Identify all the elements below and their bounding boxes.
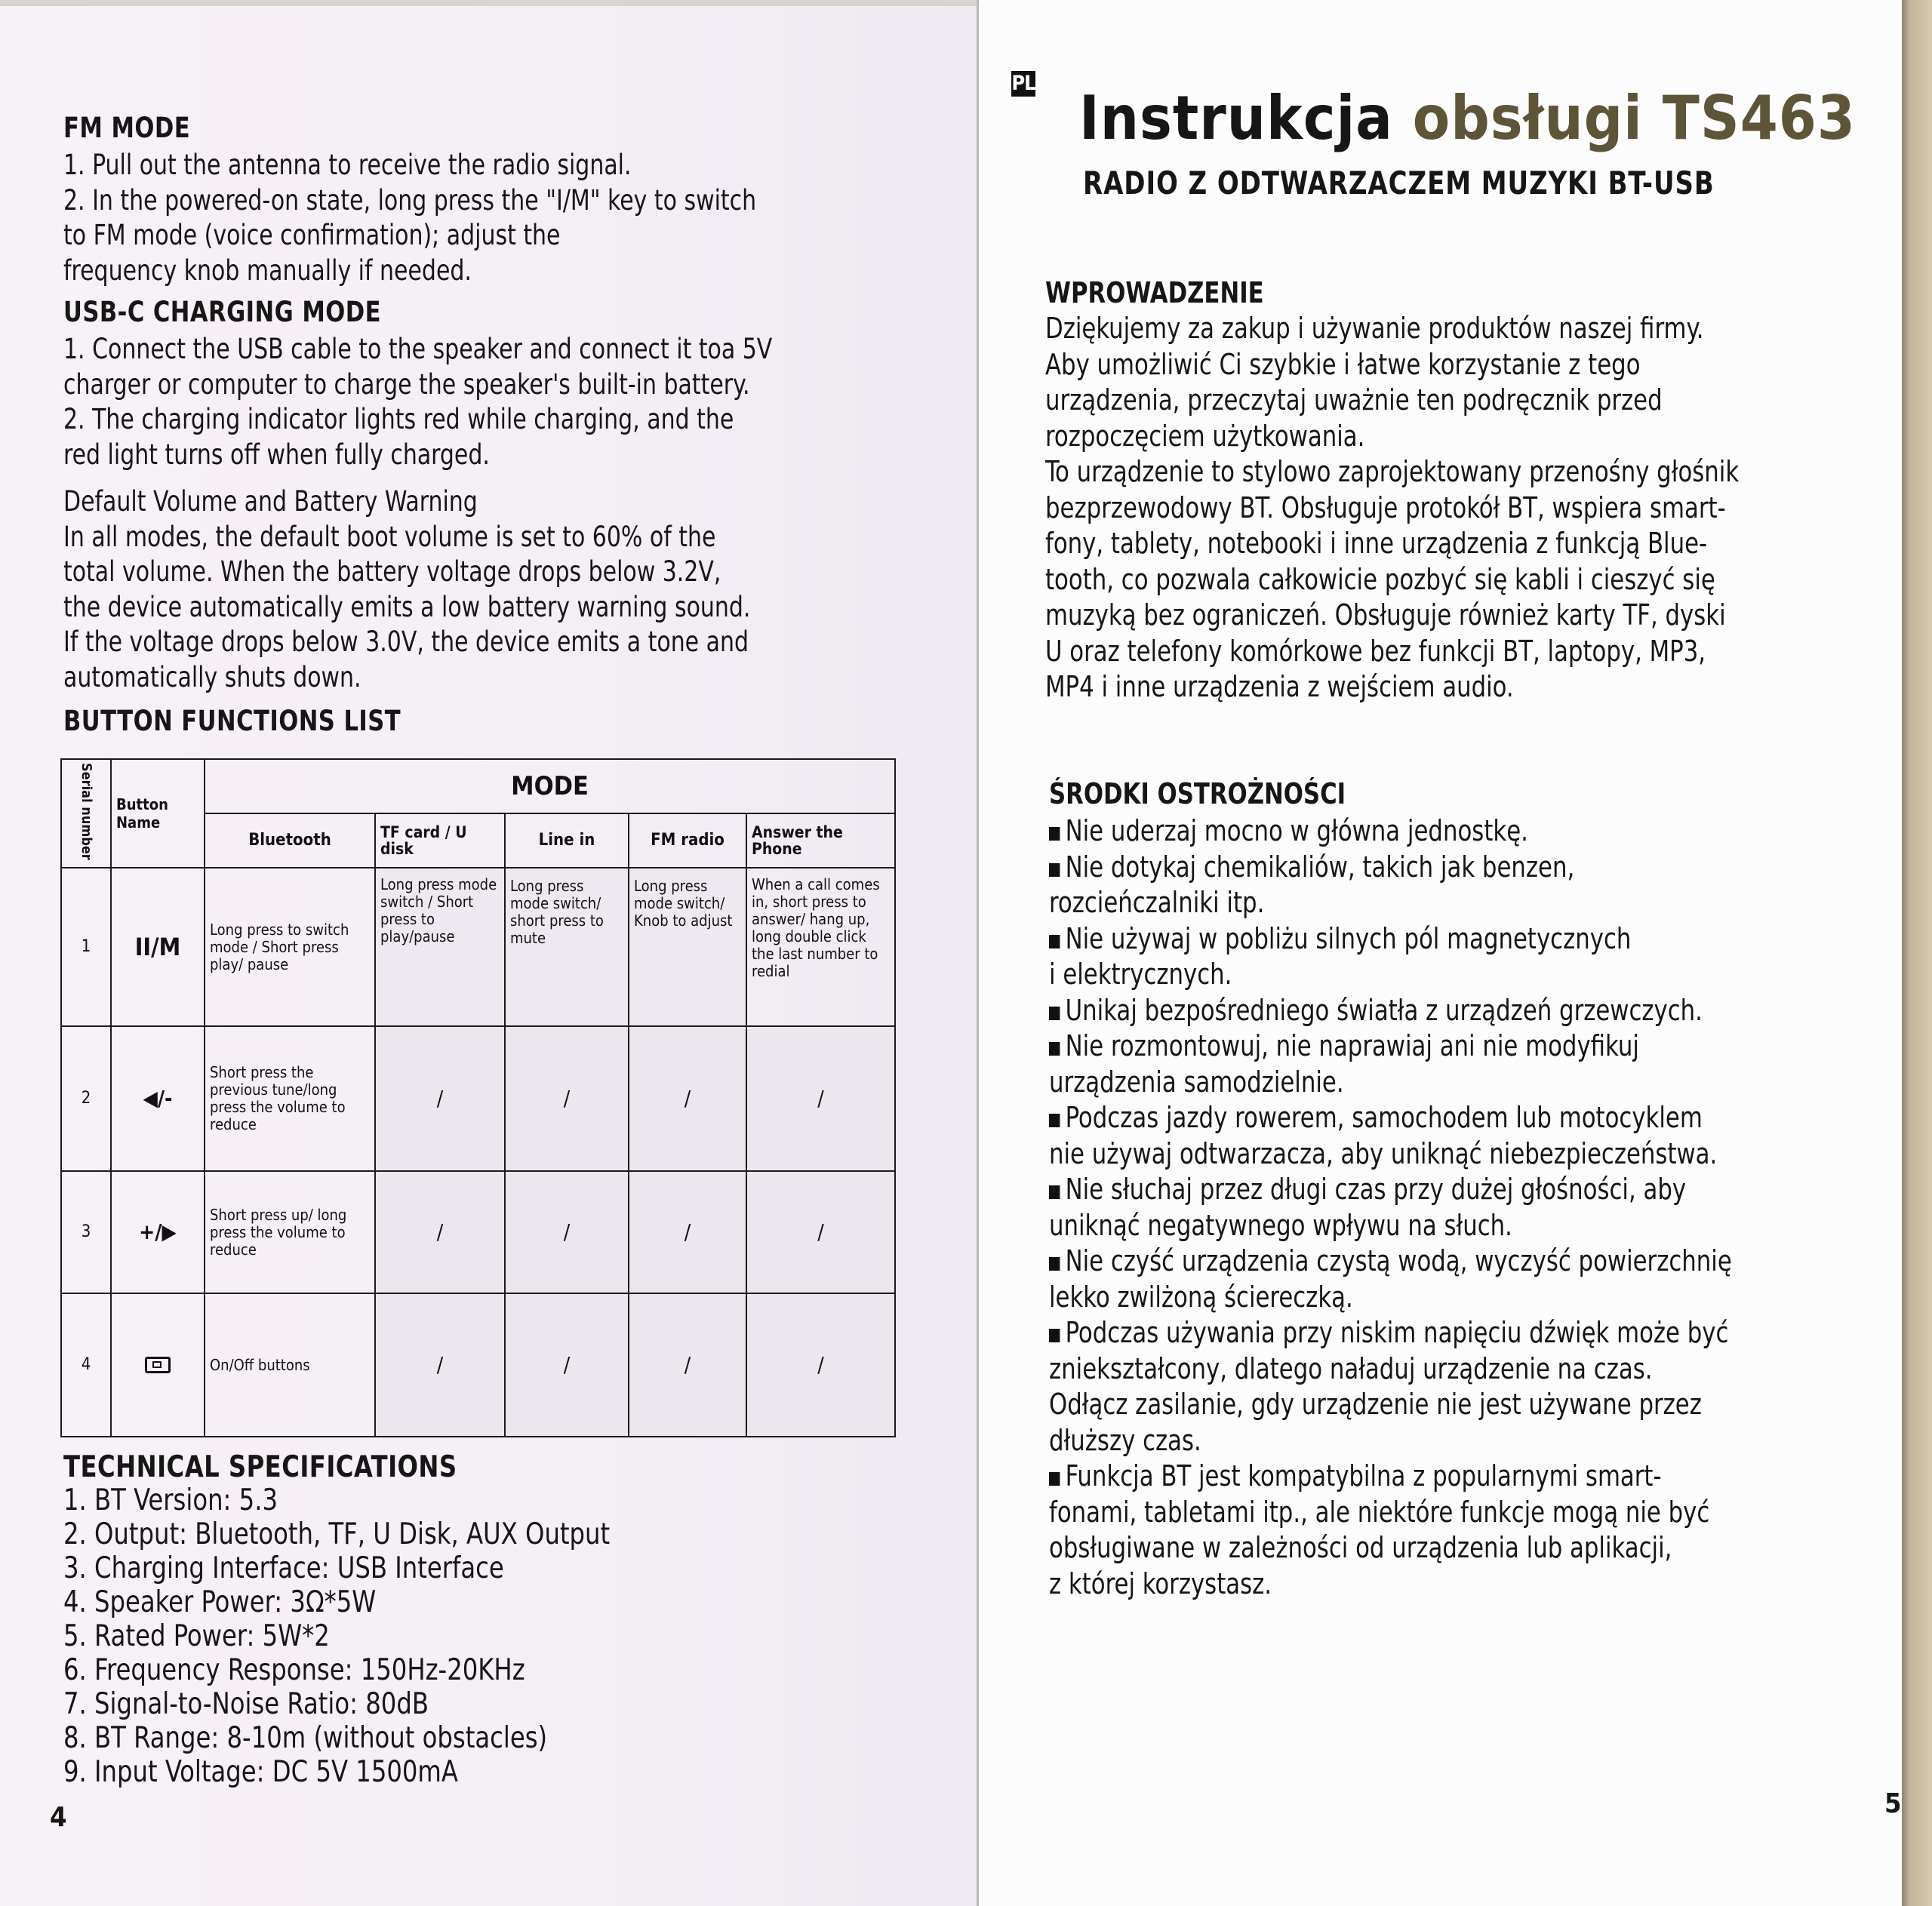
- precaution-text: lekko zwilżoną ściereczką.: [1049, 1280, 1353, 1314]
- na-cell: /: [746, 1171, 895, 1293]
- text-line: To urządzenie to stylowo zaprojektowany przenośny głośnik: [1045, 455, 1740, 488]
- serial-cell: 4: [61, 1293, 111, 1437]
- precaution-text: urządzenia samodzielnie.: [1049, 1065, 1344, 1099]
- function-cell: Long press mode switch / Short press to play/pause: [375, 868, 505, 1026]
- text-line: MP4 i inne urządzenia z wejściem audio.: [1045, 670, 1514, 703]
- book-spine: [977, 0, 979, 1906]
- fm-mode-text: [63, 148, 844, 288]
- precautions-heading: ŚRODKI OSTROŻNOŚCI: [1049, 777, 1346, 810]
- tech-specs-list: [63, 1483, 862, 1789]
- serial-cell: 1: [61, 868, 111, 1026]
- na-cell: /: [629, 1026, 746, 1171]
- precaution-item: [1049, 921, 1732, 958]
- precaution-text: Unikaj bezpośredniego światła z urządzeń grzewczych.: [1065, 993, 1703, 1027]
- function-cell: When a call comes in, short press to answer/ hang up, long double click the last number to redial: [746, 868, 895, 1026]
- mode-col-answer-phone: Answer the Phone: [746, 813, 895, 868]
- precaution-text: Odłącz zasilanie, gdy urządzenie nie jest używane przez: [1049, 1388, 1702, 1421]
- precaution-text: dłuższy czas.: [1049, 1423, 1201, 1457]
- function-cell: Short press up/ long press the volume to reduce: [205, 1171, 375, 1293]
- intro-text: [1045, 311, 1739, 706]
- precaution-continuation: [1049, 1530, 1732, 1566]
- serial-cell: 2: [61, 1026, 111, 1171]
- na-cell: /: [375, 1293, 505, 1437]
- precaution-item: [1049, 1172, 1732, 1208]
- precaution-text: nie używaj odtwarzacza, aby uniknąć niebezpieczeństwa.: [1049, 1136, 1718, 1170]
- page-title: [1079, 83, 1856, 153]
- table-row: [61, 1026, 895, 1171]
- usb-c-text: [63, 332, 844, 472]
- serial-number-label: Serial number: [78, 763, 94, 860]
- bullet-square-icon: [1049, 1185, 1060, 1199]
- precaution-text: Nie używaj w pobliżu silnych pól magnetycznych: [1065, 921, 1632, 955]
- intro-heading: WPROWADZENIE: [1045, 276, 1264, 309]
- text-line: 1. Pull out the antenna to receive the radio signal.: [63, 149, 632, 181]
- spec-item: 7. Signal-to-Noise Ratio: 80dB: [63, 1687, 429, 1721]
- text-line: 1. Connect the USB cable to the speaker and connect it toa 5V: [63, 333, 773, 365]
- na-cell: /: [505, 1171, 629, 1293]
- bullet-square-icon: [1049, 1472, 1060, 1486]
- serial-cell: 3: [61, 1171, 111, 1293]
- text-line: tooth, co pozwala całkowicie pozbyć się kabli i cieszyć się: [1045, 562, 1715, 596]
- bullet-square-icon: [1049, 863, 1060, 877]
- na-cell: /: [505, 1293, 629, 1437]
- text-line: 2. In the powered-on state, long press the "I/M" key to switch: [63, 183, 757, 217]
- text-line: urządzenia, przeczytaj uważnie ten podręcznik przed: [1045, 383, 1663, 417]
- text-line: muzyką bez ograniczeń. Obsługuje również karty TF, dyski: [1045, 598, 1726, 632]
- button-functions-heading: BUTTON FUNCTIONS LIST: [63, 705, 401, 737]
- table-row: [61, 1293, 895, 1437]
- precaution-continuation: [1049, 957, 1732, 993]
- mode-col-fm-radio: FM radio: [629, 813, 746, 868]
- precaution-text: Nie dotykaj chemikaliów, takich jak benzen,: [1065, 850, 1575, 884]
- precaution-text: Nie słuchaj przez długi czas przy dużej głośności, aby: [1065, 1173, 1687, 1206]
- text-line: U oraz telefony komórkowe bez funkcji BT, laptopy, MP3,: [1045, 634, 1706, 668]
- mode-col-bluetooth: Bluetooth: [205, 813, 375, 868]
- table-row: [61, 1171, 895, 1293]
- na-cell: /: [629, 1293, 746, 1437]
- precaution-text: obsługiwane w zależności od urządzenia lub aplikacji,: [1049, 1531, 1672, 1564]
- next-volume-up-button-label: +/▶: [111, 1171, 205, 1293]
- function-cell: Long press mode switch/ short press to mute: [505, 868, 629, 1026]
- precaution-item: [1049, 1459, 1732, 1495]
- precaution-continuation: [1049, 1387, 1732, 1423]
- page-top-edge: [0, 0, 977, 6]
- table-row: [61, 868, 895, 1026]
- bullet-square-icon: [1049, 1007, 1060, 1020]
- na-cell: /: [746, 1293, 895, 1437]
- spec-item: 8. BT Range: 8-10m (without obstacles): [63, 1721, 548, 1755]
- text-line: 2. The charging indicator lights red while charging, and the: [63, 403, 734, 435]
- text-line: automatically shuts down.: [63, 660, 361, 693]
- precaution-continuation: [1049, 1065, 1732, 1101]
- page-number-left: 4: [50, 1802, 67, 1833]
- text-line: red light turns off when fully charged.: [63, 438, 490, 471]
- function-cell: Long press to switch mode / Short press play/ pause: [205, 868, 375, 1026]
- title-part: Instrukcja: [1079, 83, 1413, 153]
- spec-item: 2. Output: Bluetooth, TF, U Disk, AUX Output: [63, 1517, 611, 1551]
- text-line: charger or computer to charge the speaker's built-in battery.: [63, 367, 750, 401]
- precaution-continuation: [1049, 1566, 1732, 1603]
- spec-item: 6. Frequency Response: 150Hz-20KHz: [63, 1653, 525, 1687]
- spec-item: 1. BT Version: 5.3: [63, 1483, 278, 1517]
- precaution-continuation: [1049, 1351, 1732, 1388]
- power-button-icon: [145, 1357, 171, 1373]
- bullet-square-icon: [1049, 1042, 1060, 1056]
- precaution-text: Funkcja BT jest kompatybilna z popularnymi smart-: [1065, 1459, 1662, 1493]
- precaution-text: uniknąć negatywnego wpływu na słuch.: [1049, 1208, 1512, 1242]
- bullet-square-icon: [1049, 1257, 1060, 1271]
- text-line: bezprzewodowy BT. Obsługuje protokół BT, wspiera smart-: [1045, 490, 1726, 524]
- na-cell: /: [375, 1171, 505, 1293]
- page-number-right: 5: [1884, 1788, 1902, 1819]
- button-functions-table: [60, 758, 896, 1437]
- text-line: to FM mode (voice confirmation); adjust the: [63, 219, 561, 251]
- page-edge: [1902, 0, 1932, 1906]
- precaution-item: [1049, 1028, 1732, 1065]
- power-button-cell: [111, 1293, 205, 1437]
- text-line: If the voltage drops below 3.0V, the device emits a tone and: [63, 626, 749, 658]
- precaution-text: Podczas jazdy rowerem, samochodem lub motocyklem: [1065, 1101, 1703, 1134]
- na-cell: /: [375, 1026, 505, 1171]
- text-line: Aby umożliwić Ci szybkie i łatwe korzystanie z tego: [1045, 347, 1641, 381]
- play-mode-button-label: II/M: [111, 868, 205, 1026]
- battery-section: [63, 484, 844, 695]
- mode-header: MODE: [205, 759, 895, 813]
- fm-mode-heading: FM MODE: [63, 112, 191, 144]
- usb-c-heading: USB-C CHARGING MODE: [63, 296, 382, 328]
- page-subtitle: RADIO Z ODTWARZACZEM MUZYKI BT-USB: [1083, 164, 1715, 201]
- tech-specs-heading: TECHNICAL SPECIFICATIONS: [63, 1450, 457, 1484]
- bullet-square-icon: [1049, 827, 1060, 841]
- precaution-text: Nie uderzaj mocno w główna jednostkę.: [1065, 814, 1528, 847]
- previous-volume-down-button-label: ◀/-: [111, 1026, 205, 1171]
- mode-col-line-in: Line in: [505, 813, 629, 868]
- text-line: the device automatically emits a low battery warning sound.: [63, 590, 751, 623]
- button-name-header: Button Name: [111, 759, 205, 868]
- precaution-item: [1049, 993, 1732, 1029]
- battery-heading: Default Volume and Battery Warning: [63, 485, 478, 518]
- precaution-text: fonami, tabletami itp., ale niektóre funkcje mogą nie być: [1049, 1495, 1710, 1529]
- bullet-square-icon: [1049, 1329, 1060, 1342]
- text-line: total volume. When the battery voltage drops below 3.2V,: [63, 555, 721, 588]
- precaution-item: [1049, 1244, 1732, 1280]
- precaution-continuation: [1049, 1495, 1732, 1531]
- precaution-continuation: [1049, 1280, 1732, 1316]
- spec-item: 9. Input Voltage: DC 5V 1500mA: [63, 1755, 458, 1789]
- text-line: rozpoczęciem użytkowania.: [1045, 419, 1365, 453]
- na-cell: /: [505, 1026, 629, 1171]
- spec-item: 3. Charging Interface: USB Interface: [63, 1551, 504, 1585]
- function-cell: Short press the previous tune/long press the volume to reduce: [205, 1026, 375, 1171]
- na-cell: /: [629, 1171, 746, 1293]
- precaution-continuation: [1049, 1208, 1732, 1244]
- bullet-square-icon: [1049, 1114, 1060, 1127]
- text-line: In all modes, the default boot volume is set to 60% of the: [63, 520, 716, 553]
- precaution-continuation: [1049, 885, 1732, 921]
- precautions-list: [1049, 813, 1732, 1602]
- text-line: frequency knob manually if needed.: [63, 254, 472, 287]
- text-line: Dziękujemy za zakup i używanie produktów naszej firmy.: [1045, 312, 1704, 345]
- precaution-item: [1049, 1100, 1732, 1136]
- language-badge: PL: [1011, 72, 1035, 95]
- precaution-text: z której korzystasz.: [1049, 1566, 1272, 1600]
- precaution-item: [1049, 813, 1732, 850]
- function-cell: On/Off buttons: [205, 1293, 375, 1437]
- title-part-accent: obsługi TS463: [1412, 83, 1856, 153]
- spec-item: 4. Speaker Power: 3Ω*5W: [63, 1585, 377, 1619]
- spec-item: 5. Rated Power: 5W*2: [63, 1619, 330, 1653]
- text-line: fony, tablety, notebooki i inne urządzenia z funkcją Blue-: [1045, 527, 1708, 560]
- serial-number-header: [61, 759, 111, 868]
- mode-col-tf-card: TF card / U disk: [375, 813, 505, 868]
- precaution-text: Podczas używania przy niskim napięciu dźwięk może być: [1065, 1316, 1729, 1349]
- precaution-text: Nie rozmontowuj, nie naprawiaj ani nie modyfikuj: [1065, 1029, 1639, 1062]
- function-cell: Long press mode switch/ Knob to adjust: [629, 868, 746, 1026]
- precaution-text: rozcieńczalniki itp.: [1049, 886, 1265, 919]
- precaution-item: [1049, 850, 1732, 886]
- precaution-text: zniekształcony, dlatego naładuj urządzenie na czas.: [1049, 1351, 1653, 1385]
- bullet-square-icon: [1049, 935, 1060, 948]
- precaution-text: Nie czyść urządzenia czystą wodą, wyczyść powierzchnię: [1065, 1244, 1732, 1277]
- precaution-continuation: [1049, 1423, 1732, 1459]
- precaution-text: i elektrycznych.: [1049, 958, 1232, 991]
- precaution-item: [1049, 1315, 1732, 1351]
- precaution-continuation: [1049, 1136, 1732, 1173]
- na-cell: /: [746, 1026, 895, 1171]
